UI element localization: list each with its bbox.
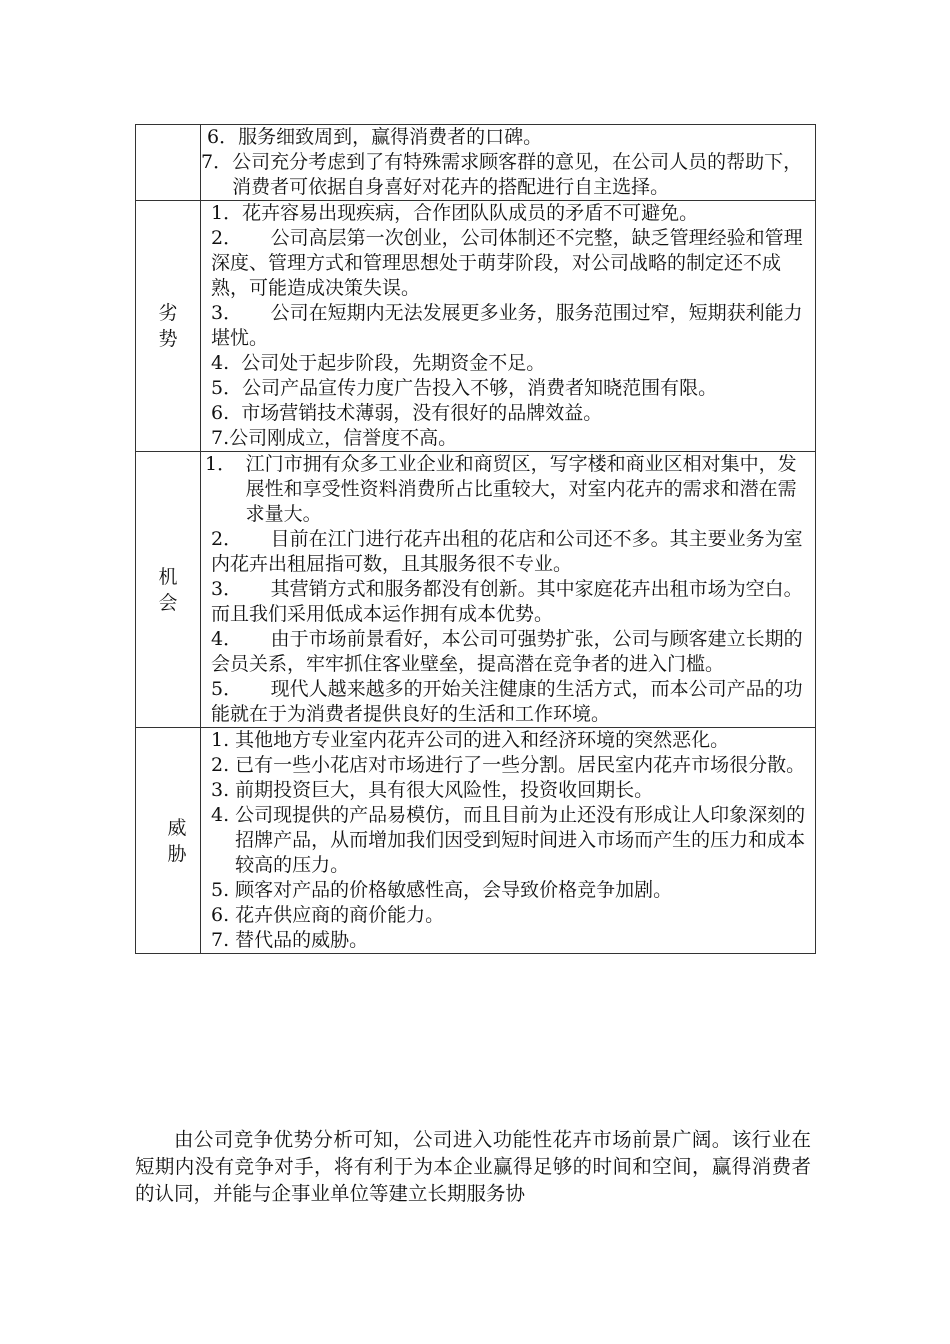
- item-number: 7.: [211, 929, 236, 951]
- list-item: [211, 226, 815, 301]
- list-item: [205, 527, 815, 577]
- threats-label: [136, 728, 201, 954]
- item-number: 6.: [211, 402, 242, 424]
- item-number: 4.: [211, 804, 236, 826]
- item-number: 2.: [211, 754, 236, 776]
- item-number: 2．: [211, 227, 271, 249]
- item-text: 替代品的威胁。: [235, 929, 369, 951]
- item-number: 3.: [211, 779, 236, 801]
- strengths-row: [136, 125, 816, 201]
- list-item: [205, 627, 815, 677]
- list-item: [211, 426, 815, 451]
- item-number: 7．: [201, 151, 233, 173]
- strengths-label-cell: [136, 125, 201, 201]
- strengths-content: [201, 125, 816, 201]
- list-item: [211, 728, 815, 753]
- threats-content: [201, 728, 816, 954]
- list-item: [211, 376, 815, 401]
- list-item: [205, 452, 815, 527]
- item-number: 4.: [211, 352, 242, 374]
- list-item: [211, 803, 815, 878]
- conclusion-paragraph: 由公司竞争优势分析可知，公司进入功能性花卉市场前景广阔。该行业在短期内没有竞争对手，将有利于为本企业赢得足够的时间和空间，赢得消费者的认同，并能与企事业单位等建立长期服务协: [135, 1128, 811, 1205]
- item-text: 前期投资巨大，具有很大风险性，投资收回期长。: [235, 779, 654, 801]
- item-number: 3．: [211, 578, 271, 600]
- item-text: 江门市拥有众多工业企业和商贸区，写字楼和商业区相对集中，发展性和享受性资料消费所占比重较大，对室内花卉的需求和潜在需求量大。: [245, 453, 797, 525]
- weaknesses-row: [136, 201, 816, 452]
- item-text: 公司刚成立，信誉度不高。: [229, 427, 458, 449]
- item-number: 6.: [211, 904, 236, 926]
- item-text: 服务细致周到，赢得消费者的口碑。: [238, 126, 543, 148]
- list-item: [211, 351, 815, 376]
- item-text: 目前在江门进行花卉出租的花店和公司还不多。其主要业务为室内花卉出租屈指可数，且其服务很不专业。: [211, 528, 803, 575]
- item-number: 1．: [211, 202, 243, 224]
- item-number: 1．: [205, 453, 246, 475]
- item-text: 现代人越来越多的开始关注健康的生活方式，而本公司产品的功能就在于为消费者提供良好的生活和工作环境。: [211, 678, 803, 725]
- list-item: [211, 903, 815, 928]
- item-number: 3．: [211, 302, 271, 324]
- opportunities-content: [201, 452, 816, 728]
- label-char: 机: [158, 565, 178, 588]
- list-item: [211, 201, 815, 226]
- item-number: 2．: [211, 528, 271, 550]
- list-item: [205, 577, 815, 627]
- item-text: 花卉供应商的商价能力。: [235, 904, 445, 926]
- list-item: [211, 753, 815, 778]
- swot-table: [135, 124, 816, 954]
- opportunities-row: [136, 452, 816, 728]
- item-number: 4．: [211, 628, 271, 650]
- item-number: 1.: [211, 729, 236, 751]
- item-text: 花卉容易出现疾病，合作团队队成员的矛盾不可避免。: [242, 202, 699, 224]
- threats-row: [136, 728, 816, 954]
- item-number: 5.: [211, 879, 236, 901]
- label-char: 威: [167, 816, 187, 839]
- item-text: 市场营销技术薄弱，没有很好的品牌效益。: [241, 402, 603, 424]
- list-item: [211, 878, 815, 903]
- item-text: 公司在短期内无法发展更多业务，服务范围过窄，短期获利能力堪忧。: [211, 302, 803, 349]
- item-text: 其营销方式和服务都没有创新。其中家庭花卉出租市场为空白。而且我们采用低成本运作拥有成本优势。: [211, 578, 803, 625]
- item-text: 公司产品宣传力度广告投入不够，消费者知晓范围有限。: [242, 377, 718, 399]
- list-item: [205, 677, 815, 727]
- item-number: 6．: [207, 126, 239, 148]
- item-text: 公司高层第一次创业，公司体制还不完整，缺乏管理经验和管理深度、管理方式和管理思想处于萌芽阶段，对公司战略的制定还不成熟，可能造成决策失误。: [211, 227, 803, 299]
- item-text: 公司处于起步阶段，先期资金不足。: [241, 352, 546, 374]
- list-item: [201, 125, 815, 150]
- list-item: [211, 778, 815, 803]
- item-text: 其他地方专业室内花卉公司的进入和经济环境的突然恶化。: [235, 729, 730, 751]
- item-text: 由于市场前景看好，本公司可强势扩张，公司与顾客建立长期的会员关系，牢牢抓住客业壁垒，提高潜在竞争者的进入门槛。: [211, 628, 803, 675]
- label-char: 劣: [158, 302, 178, 324]
- list-item: [211, 301, 815, 351]
- label-char: 势: [158, 328, 178, 350]
- item-number: 7.: [211, 427, 230, 449]
- weaknesses-content: [201, 201, 816, 452]
- item-text: 已有一些小花店对市场进行了一些分割。居民室内花卉市场很分散。: [235, 754, 806, 776]
- item-number: 5．: [211, 678, 271, 700]
- label-char: 会: [158, 591, 178, 614]
- list-item: [201, 150, 815, 200]
- weaknesses-label: [136, 201, 201, 452]
- item-number: 5．: [211, 377, 243, 399]
- list-item: [211, 928, 815, 953]
- list-item: [211, 401, 815, 426]
- item-text: 顾客对产品的价格敏感性高，会导致价格竞争加剧。: [235, 879, 673, 901]
- item-text: 公司现提供的产品易模仿，而且目前为止还没有形成让人印象深刻的招牌产品，从而增加我们因受到短时间进入市场而产生的压力和成本较高的压力。: [235, 804, 806, 876]
- opportunities-label: [136, 452, 201, 728]
- item-text: 公司充分考虑到了有特殊需求顾客群的意见，在公司人员的帮助下，消费者可依据自身喜好对花卉的搭配进行自主选择。: [232, 151, 803, 198]
- label-char: 胁: [167, 842, 187, 865]
